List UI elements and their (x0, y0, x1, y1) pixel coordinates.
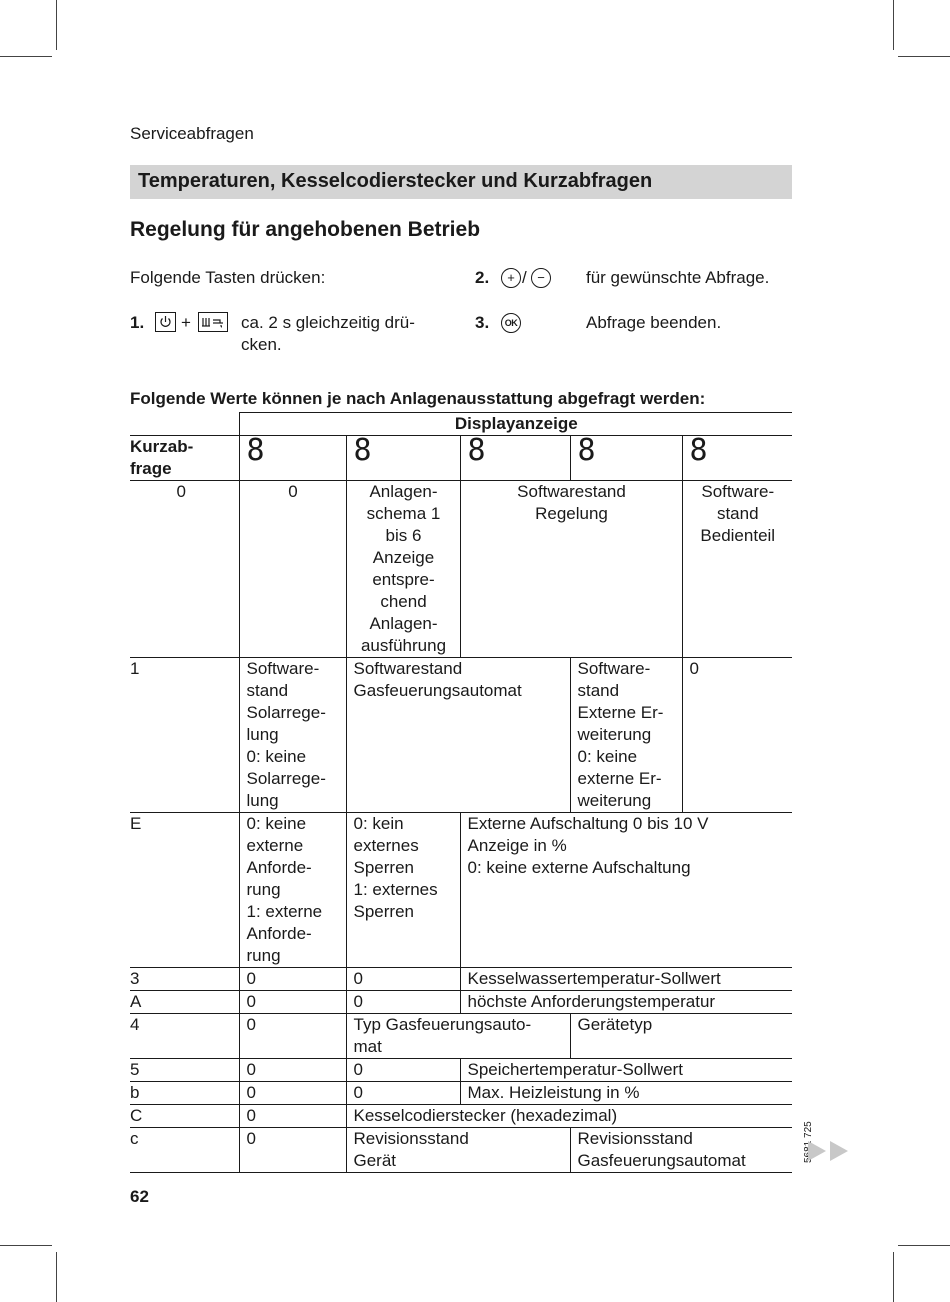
table-cell: Anlagen- schema 1 bis 6 Anzeige entspre- chend Anlagen- ausführung (346, 481, 460, 658)
table-cell: 0 (239, 1105, 346, 1128)
table-cell: 0 (239, 1128, 346, 1173)
table-row (130, 991, 792, 1014)
title-bar (130, 165, 792, 199)
heating-water-icon (198, 312, 228, 332)
table-caption: Folgende Werte können je nach Anlagenausstattung abgefragt werden: (130, 389, 706, 408)
row-key: 1 (130, 658, 239, 813)
table-row (130, 1059, 792, 1082)
row-key: c (130, 1128, 239, 1173)
table-cell: Externe Aufschaltung 0 bis 10 V Anzeige in % 0: keine externe Aufschaltung (460, 813, 792, 968)
page-title: Temperaturen, Kesselcodierstecker und Kurzabfragen (138, 170, 653, 192)
next-page-arrow-icon (808, 1141, 826, 1161)
query-table (130, 412, 792, 1173)
next-page-arrow-icon (830, 1141, 848, 1161)
step-2-number: 2. (475, 268, 490, 287)
table-cell: 0 (346, 1082, 460, 1105)
subtitle: Regelung für angehobenen Betrieb (130, 218, 481, 241)
ok-icon: OK (501, 313, 521, 333)
table-cell: 0 (346, 991, 460, 1014)
table-row (130, 658, 792, 813)
table-cell: Kesselwassertemperatur-Sollwert (460, 968, 792, 991)
row-key: 0 (130, 481, 239, 658)
crop-mark (898, 1245, 950, 1246)
segment-digit-2: 8 (346, 436, 460, 481)
table-cell: 0 (239, 1014, 346, 1059)
table-cell: 0 (239, 968, 346, 991)
plus-icon: + (501, 268, 521, 288)
table-cell: Revisionsstand Gasfeuerungsautomat (570, 1128, 792, 1173)
power-icon (155, 312, 176, 332)
step-1-plus: + (181, 313, 191, 332)
row-key: C (130, 1105, 239, 1128)
segment-digit-4: 8 (570, 436, 682, 481)
table-header-display: Displayanzeige (239, 413, 792, 436)
table-cell: Speichertemperatur-Sollwert (460, 1059, 792, 1082)
table-cell: Software- stand Externe Er- weiterung 0: keine externe Er- weiterung (570, 658, 682, 813)
table-cell: 0 (239, 1059, 346, 1082)
segment-digit-1: 8 (239, 436, 346, 481)
crop-mark (56, 0, 57, 50)
step-3-text: Abfrage beenden. (586, 313, 722, 332)
row-key: 5 (130, 1059, 239, 1082)
step-2-separator: / (522, 268, 527, 287)
table-row (130, 1128, 792, 1173)
table-row (130, 481, 792, 658)
table-cell: Kesselcodierstecker (hexadezimal) (346, 1105, 792, 1128)
table-cell: Softwarestand Regelung (460, 481, 682, 658)
table-header-blank (130, 413, 239, 436)
table-cell: 0: keine externe Anforde- rung 1: externe Anforde- rung (239, 813, 346, 968)
row-key: E (130, 813, 239, 968)
table-cell: 0: kein externes Sperren 1: externes Sperren (346, 813, 460, 968)
table-cell: Revisionsstand Gerät (346, 1128, 570, 1173)
step-1-number: 1. (130, 313, 145, 332)
segment-digit-5: 8 (682, 436, 792, 481)
section-label: Serviceabfragen (130, 124, 254, 143)
table-cell: höchste Anforderungstemperatur (460, 991, 792, 1014)
step-2-text: für gewünschte Abfrage. (586, 268, 770, 287)
table-cell: 0 (239, 481, 346, 658)
crop-mark (893, 0, 894, 50)
crop-mark (0, 56, 52, 57)
crop-mark (898, 56, 950, 57)
row-key: 3 (130, 968, 239, 991)
page-number: 62 (130, 1187, 149, 1206)
row-key: A (130, 991, 239, 1014)
table-header-row (130, 436, 792, 481)
minus-icon: − (531, 268, 551, 288)
table-cell: Software- stand Bedienteil (682, 481, 792, 658)
table-cell: Gerätetyp (570, 1014, 792, 1059)
row-key: 4 (130, 1014, 239, 1059)
table-cell: 0 (346, 1059, 460, 1082)
table-cell: 0 (346, 968, 460, 991)
table-row (130, 1014, 792, 1059)
table-cell: Max. Heizleistung in % (460, 1082, 792, 1105)
step-3-number: 3. (475, 313, 490, 332)
table-row (130, 1105, 792, 1128)
table-cell: 0 (682, 658, 792, 813)
table-cell: Typ Gasfeuerungsauto- mat (346, 1014, 570, 1059)
table-cell: Softwarestand Gasfeuerungsautomat (346, 658, 570, 813)
row-key: b (130, 1082, 239, 1105)
table-row (130, 968, 792, 991)
document-code: 5681 725 (803, 1121, 814, 1163)
crop-mark (893, 1252, 894, 1302)
crop-mark (56, 1252, 57, 1302)
instruction-intro: Folgende Tasten drücken: (130, 268, 326, 287)
table-row (130, 1082, 792, 1105)
crop-mark (0, 1245, 52, 1246)
table-header-kurzabfrage: Kurzab- frage (130, 436, 239, 481)
table-cell: 0 (239, 991, 346, 1014)
step-1-text: ca. 2 s gleichzeitig drü- cken. (241, 313, 415, 354)
table-cell: 0 (239, 1082, 346, 1105)
table-cell: Software- stand Solarrege- lung 0: keine Solarrege- lung (239, 658, 346, 813)
segment-digit-3: 8 (460, 436, 570, 481)
table-row (130, 813, 792, 968)
